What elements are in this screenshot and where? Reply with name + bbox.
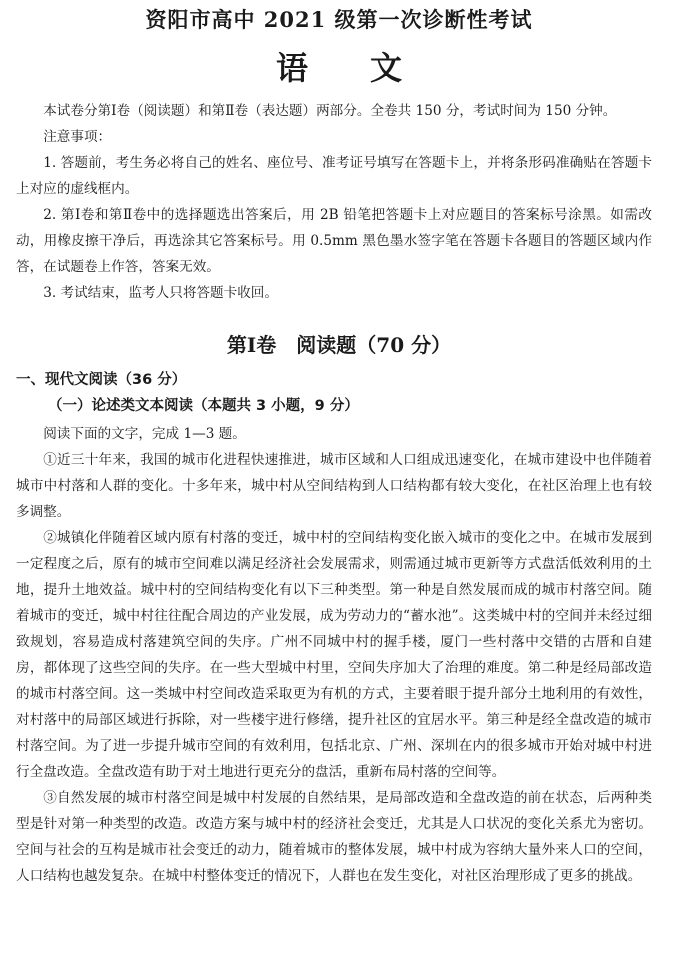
reading-instruction: 阅读下面的文字，完成 1—3 题。 (43, 426, 246, 442)
passage-paragraph-3: ③自然发展的城市村落空间是城中村发展的自然结果，是局部改造和全盘改造的前在状态，后两种类型是针对第一种类型的改造。改造方案与城中村的经济社会变迁，尤其是人口状况的变化关系尤为密切。空间与社会的互构是城市社会变迁的动力，随着城市的整体发展，城中村成为容纳大量外来人口的空间，人口结构也越发复杂。在城中村整体变迁的情况下，人群也在发生变化，对社区治理形成了更多的挑战。 (16, 790, 652, 884)
subject-title (0, 46, 678, 90)
roll-title: 第Ⅰ卷 阅读题（70 分） (226, 333, 452, 357)
exam-summary: 本试卷分第Ⅰ卷（阅读题）和第Ⅱ卷（表达题）两部分。全卷共 150 分，考试时间为 150 分钟。 (43, 103, 617, 119)
section-title: 一、现代文阅读（36 分） (16, 372, 187, 388)
subject-title-right: 文 (370, 49, 403, 87)
passage-paragraph-2: ②城镇化伴随着区域内原有村落的变迁，城中村的空间结构变化嵌入城市的变化之中。在城市发展到一定程度之后，原有的城市空间难以满足经济社会发展需求，则需通过城市更新等方式盘活低效利用的土地，提升土地效益。城中村的空间结构变化有以下三种类型。第一种是自然发展而成的城市村落空间。随着城市的变迁，城中村往往配合周边的产业发展，成为劳动力的“蓄水池”。这类城中村的空间并未经过细致规划，容易造成村落建筑空间的失序。广州不同城中村的握手楼，厦门一些村落中交错的古厝和自建房，都体现了这些空间的失序。在一些大型城中村里，空间失序加大了治理的难度。第二种是经局部改造的城市村落空间。这一类城中村空间改造采取更为有机的方式，主要着眼于提升部分土地利用的有效性，对村落中的局部区域进行拆除，对一些楼宇进行修缮，提升社区的宜居水平。第三种是经全盘改造的城市村落空间。为了进一步提升城市空间的有效利用，包括北京、广州、深圳在内的很多城市开始对城中村进行全盘改造。全盘改造有助于对土地进行更充分的盘活，重新布局村落的空间等。 (16, 530, 652, 780)
exam-title: 资阳市高中 2021 级第一次诊断性考试 (145, 7, 533, 32)
subject-title-left: 语 (275, 49, 308, 87)
notice-item-3: 3. 考试结束，监考人只将答题卡收回。 (43, 285, 278, 301)
notice-item-1: 1. 答题前，考生务必将自己的姓名、座位号、准考证号填写在答题卡上，并将条形码准确贴在答题卡上对应的虚线框内。 (16, 155, 652, 197)
notice-item-2: 2. 第Ⅰ卷和第Ⅱ卷中的选择题选出答案后，用 2B 铅笔把答题卡上对应题目的答案标号涂黑。如需改动，用橡皮擦干净后，再选涂其它答案标号。用 0.5mm 黑色墨水签字笔在答题卡各题目的答题区域内作答，在试题卷上作答，答案无效。 (16, 207, 652, 275)
subsection-title: （一）论述类文本阅读（本题共 3 小题，9 分） (48, 398, 359, 414)
exam-intro (16, 98, 652, 306)
notice-title: 注意事项： (43, 129, 112, 145)
reading-passage (16, 421, 652, 889)
passage-paragraph-1: ①近三十年来，我国的城市化进程快速推进，城市区域和人口组成迅速变化，在城市建设中也伴随着城市中村落和人群的变化。十多年来，城中村从空间结构到人口结构都有较大变化，在社区治理上也有较多调整。 (16, 452, 652, 520)
